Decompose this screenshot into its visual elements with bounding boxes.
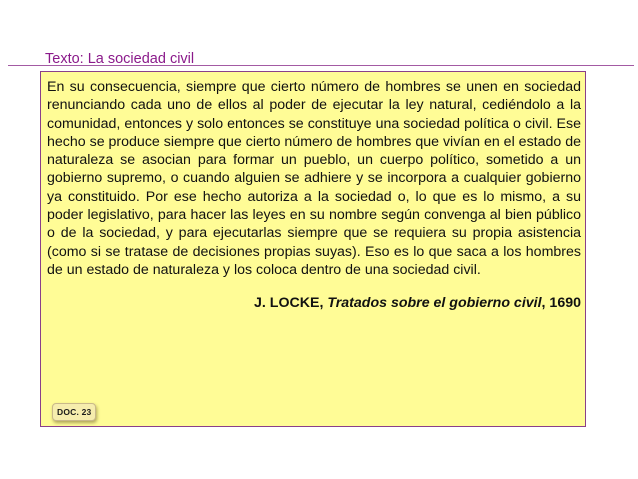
- slide-title: Texto: La sociedad civil: [45, 51, 195, 67]
- citation-author: J. LOCKE,: [254, 295, 328, 312]
- document-body-text: En su consecuencia, siempre que cierto número de hombres se unen en sociedad renunciando cada uno de ellos al poder de ejecutar la ley natural, cediéndolo a la comunidad, entonces y solo entonces se constituye una sociedad política o civil. Ese hecho se produce siempre que cierto número de hombres que vivían en el estado de naturaleza se asocian para formar un pueblo, un cuerpo político, sometido a un gobierno supremo, o cuando alguien se adhiere y se incorpora a cualquier gobierno ya constituido. Por ese hecho autoriza a la sociedad o, lo que es lo mismo, a su poder legislativo, para hacer las leyes en su nombre según convenga al bien público o de la sociedad, y para ejecutarlas siempre que se requiera su propia asistencia (como si se tratase de decisiones propias suyas). Eso es lo que saca a los hombres de un estado de naturaleza y los coloca dentro de una sociedad civil.: [47, 79, 581, 278]
- document-number-badge: DOC. 23: [52, 403, 96, 421]
- title-divider: [8, 65, 634, 66]
- document-citation: [47, 295, 581, 311]
- citation-work-title: Tratados sobre el gobierno civil: [327, 295, 542, 312]
- document-box: [40, 71, 586, 427]
- citation-year: , 1690: [541, 295, 581, 312]
